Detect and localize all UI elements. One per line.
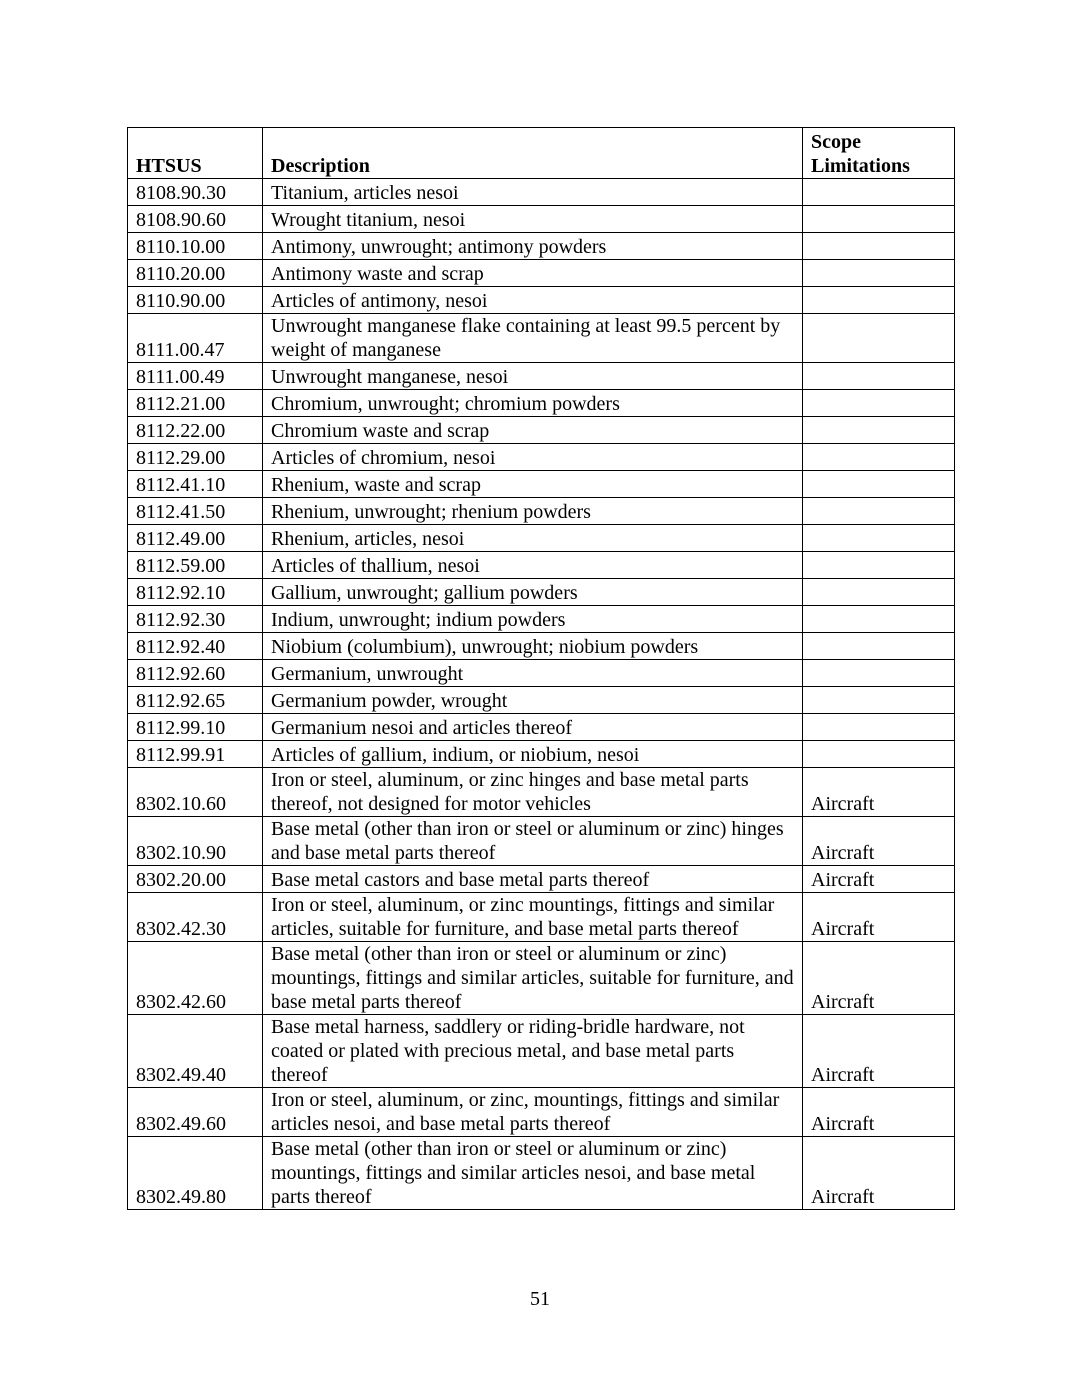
scope-limitation-cell: Aircraft bbox=[803, 942, 955, 1015]
description-cell: Iron or steel, aluminum, or zinc, mountings, fittings and similar articles nesoi, and base metal parts thereof bbox=[263, 1088, 803, 1137]
hts-code-cell: 8112.21.00 bbox=[128, 390, 263, 417]
scope-limitation-cell bbox=[803, 741, 955, 768]
hts-code-cell: 8112.92.60 bbox=[128, 660, 263, 687]
hts-code-cell: 8108.90.30 bbox=[128, 179, 263, 206]
table-row bbox=[128, 260, 955, 287]
table-row bbox=[128, 287, 955, 314]
description-cell: Unwrought manganese flake containing at least 99.5 percent by weight of manganese bbox=[263, 314, 803, 363]
hts-code-cell: 8112.59.00 bbox=[128, 552, 263, 579]
description-cell: Articles of antimony, nesoi bbox=[263, 287, 803, 314]
table-row bbox=[128, 1015, 955, 1088]
hts-code-cell: 8112.41.10 bbox=[128, 471, 263, 498]
table-row bbox=[128, 633, 955, 660]
hts-code-cell: 8112.22.00 bbox=[128, 417, 263, 444]
hts-code-cell: 8110.20.00 bbox=[128, 260, 263, 287]
hts-code-cell: 8112.29.00 bbox=[128, 444, 263, 471]
scope-limitation-cell bbox=[803, 525, 955, 552]
scope-limitation-cell bbox=[803, 363, 955, 390]
hts-code-cell: 8112.92.30 bbox=[128, 606, 263, 633]
description-cell: Antimony waste and scrap bbox=[263, 260, 803, 287]
scope-limitation-cell: Aircraft bbox=[803, 1137, 955, 1210]
table-row bbox=[128, 444, 955, 471]
hts-code-cell: 8112.99.10 bbox=[128, 714, 263, 741]
description-cell: Base metal castors and base metal parts thereof bbox=[263, 866, 803, 893]
table-row bbox=[128, 714, 955, 741]
description-cell: Rhenium, waste and scrap bbox=[263, 471, 803, 498]
scope-limitation-cell bbox=[803, 179, 955, 206]
hts-code-cell: 8302.49.60 bbox=[128, 1088, 263, 1137]
description-cell: Gallium, unwrought; gallium powders bbox=[263, 579, 803, 606]
scope-limitation-cell bbox=[803, 687, 955, 714]
description-cell: Niobium (columbium), unwrought; niobium powders bbox=[263, 633, 803, 660]
scope-limitation-cell bbox=[803, 390, 955, 417]
description-cell: Rhenium, unwrought; rhenium powders bbox=[263, 498, 803, 525]
description-cell: Base metal (other than iron or steel or aluminum or zinc) mountings, fittings and similar articles nesoi, and base metal parts thereof bbox=[263, 1137, 803, 1210]
hts-code-cell: 8112.41.50 bbox=[128, 498, 263, 525]
description-cell: Germanium powder, wrought bbox=[263, 687, 803, 714]
scope-limitation-cell bbox=[803, 606, 955, 633]
scope-limitation-cell bbox=[803, 314, 955, 363]
scope-limitation-cell bbox=[803, 417, 955, 444]
description-cell: Antimony, unwrought; antimony powders bbox=[263, 233, 803, 260]
htsus-table bbox=[127, 127, 955, 1210]
scope-limitation-cell bbox=[803, 552, 955, 579]
table-row bbox=[128, 579, 955, 606]
scope-limitation-cell: Aircraft bbox=[803, 866, 955, 893]
table-row bbox=[128, 1137, 955, 1210]
table-row bbox=[128, 233, 955, 260]
hts-code-cell: 8302.20.00 bbox=[128, 866, 263, 893]
hts-code-cell: 8111.00.47 bbox=[128, 314, 263, 363]
description-cell: Iron or steel, aluminum, or zinc hinges and base metal parts thereof, not designed for motor vehicles bbox=[263, 768, 803, 817]
description-cell: Chromium waste and scrap bbox=[263, 417, 803, 444]
table-row bbox=[128, 314, 955, 363]
hts-code-cell: 8111.00.49 bbox=[128, 363, 263, 390]
description-cell: Articles of thallium, nesoi bbox=[263, 552, 803, 579]
description-cell: Iron or steel, aluminum, or zinc mountings, fittings and similar articles, suitable for furniture, and base metal parts thereof bbox=[263, 893, 803, 942]
header-scope-limitations: Scope Limitations bbox=[803, 128, 955, 179]
table-row bbox=[128, 942, 955, 1015]
hts-code-cell: 8112.49.00 bbox=[128, 525, 263, 552]
scope-limitation-cell: Aircraft bbox=[803, 768, 955, 817]
table-row bbox=[128, 363, 955, 390]
table-row bbox=[128, 390, 955, 417]
table-row bbox=[128, 552, 955, 579]
description-cell: Rhenium, articles, nesoi bbox=[263, 525, 803, 552]
table-row bbox=[128, 525, 955, 552]
hts-code-cell: 8112.92.65 bbox=[128, 687, 263, 714]
table-row bbox=[128, 1088, 955, 1137]
table-row bbox=[128, 687, 955, 714]
hts-code-cell: 8302.49.40 bbox=[128, 1015, 263, 1088]
description-cell: Articles of gallium, indium, or niobium, nesoi bbox=[263, 741, 803, 768]
scope-limitation-cell: Aircraft bbox=[803, 893, 955, 942]
scope-limitation-cell bbox=[803, 498, 955, 525]
description-cell: Wrought titanium, nesoi bbox=[263, 206, 803, 233]
header-row bbox=[128, 128, 955, 179]
header-htsus: HTSUS bbox=[128, 128, 263, 179]
table-row bbox=[128, 866, 955, 893]
scope-limitation-cell bbox=[803, 471, 955, 498]
description-cell: Articles of chromium, nesoi bbox=[263, 444, 803, 471]
scope-limitation-cell bbox=[803, 287, 955, 314]
scope-limitation-cell bbox=[803, 444, 955, 471]
table-row bbox=[128, 768, 955, 817]
description-cell: Base metal (other than iron or steel or aluminum or zinc) hinges and base metal parts thereof bbox=[263, 817, 803, 866]
hts-code-cell: 8302.49.80 bbox=[128, 1137, 263, 1210]
hts-code-cell: 8110.10.00 bbox=[128, 233, 263, 260]
table-body bbox=[128, 179, 955, 1210]
hts-code-cell: 8112.92.40 bbox=[128, 633, 263, 660]
table-row bbox=[128, 179, 955, 206]
description-cell: Germanium nesoi and articles thereof bbox=[263, 714, 803, 741]
description-cell: Titanium, articles nesoi bbox=[263, 179, 803, 206]
scope-limitation-cell bbox=[803, 660, 955, 687]
description-cell: Indium, unwrought; indium powders bbox=[263, 606, 803, 633]
scope-limitation-cell bbox=[803, 206, 955, 233]
scope-limitation-cell: Aircraft bbox=[803, 1088, 955, 1137]
hts-code-cell: 8112.99.91 bbox=[128, 741, 263, 768]
hts-code-cell: 8302.42.30 bbox=[128, 893, 263, 942]
table-row bbox=[128, 741, 955, 768]
table-row bbox=[128, 471, 955, 498]
scope-limitation-cell bbox=[803, 579, 955, 606]
description-cell: Germanium, unwrought bbox=[263, 660, 803, 687]
table-row bbox=[128, 417, 955, 444]
scope-limitation-cell bbox=[803, 633, 955, 660]
hts-code-cell: 8302.10.60 bbox=[128, 768, 263, 817]
description-cell: Base metal harness, saddlery or riding-bridle hardware, not coated or plated with precious metal, and base metal parts thereof bbox=[263, 1015, 803, 1088]
hts-code-cell: 8302.10.90 bbox=[128, 817, 263, 866]
table-row bbox=[128, 206, 955, 233]
description-cell: Base metal (other than iron or steel or aluminum or zinc) mountings, fittings and similar articles, suitable for furniture, and base metal parts thereof bbox=[263, 942, 803, 1015]
table-row bbox=[128, 498, 955, 525]
scope-limitation-cell: Aircraft bbox=[803, 1015, 955, 1088]
header-description: Description bbox=[263, 128, 803, 179]
hts-code-cell: 8110.90.00 bbox=[128, 287, 263, 314]
hts-code-cell: 8302.42.60 bbox=[128, 942, 263, 1015]
description-cell: Chromium, unwrought; chromium powders bbox=[263, 390, 803, 417]
scope-limitation-cell bbox=[803, 260, 955, 287]
scope-limitation-cell bbox=[803, 714, 955, 741]
hts-code-cell: 8108.90.60 bbox=[128, 206, 263, 233]
table-row bbox=[128, 893, 955, 942]
hts-code-cell: 8112.92.10 bbox=[128, 579, 263, 606]
table-row bbox=[128, 817, 955, 866]
table-header bbox=[128, 128, 955, 179]
table-row bbox=[128, 606, 955, 633]
page-number: 51 bbox=[530, 1288, 550, 1310]
scope-limitation-cell: Aircraft bbox=[803, 817, 955, 866]
description-cell: Unwrought manganese, nesoi bbox=[263, 363, 803, 390]
scope-limitation-cell bbox=[803, 233, 955, 260]
table-row bbox=[128, 660, 955, 687]
